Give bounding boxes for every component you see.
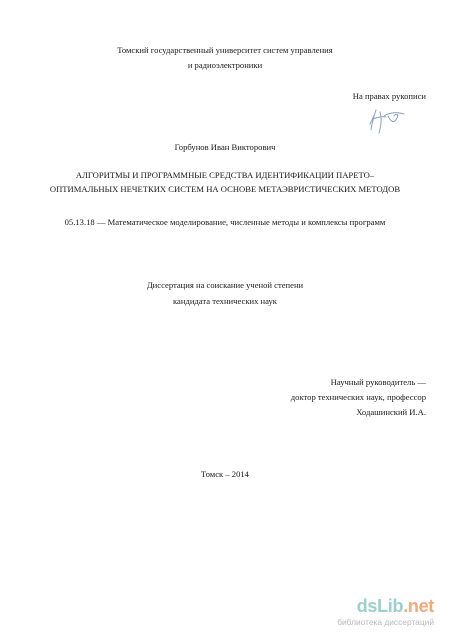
place-and-year: Томск – 2014 — [201, 469, 249, 479]
thesis-title-line-1: АЛГОРИТМЫ И ПРОГРАММНЫЕ СРЕДСТВА ИДЕНТИФИКАЦИИ ПАРЕТО– — [75, 170, 375, 180]
dslib-logo — [357, 596, 434, 616]
institution-line-1: Томский государственный университет систем управления — [117, 45, 333, 55]
handwritten-signature-icon — [364, 104, 408, 138]
dslib-logo-prefix: dsLib — [356, 596, 404, 616]
specialty-code: 05.13.18 — Математическое моделирование, численные методы и комплексы программ — [64, 217, 386, 227]
thesis-title-line-2: ОПТИМАЛЬНЫХ НЕЧЕТКИХ СИСТЕМ НА ОСНОВЕ МЕТАЭВРИСТИЧЕСКИХ МЕТОДОВ — [49, 184, 401, 194]
institution-line-2: и радиоэлектроники — [187, 60, 263, 70]
manuscript-rights-label: На правах рукописи — [352, 91, 426, 101]
supervisor-line-1: Научный руководитель — — [330, 377, 426, 387]
dslib-subtitle: библиотека диссертаций — [337, 617, 434, 627]
dslib-logo-suffix: .net — [403, 596, 434, 616]
supervisor-line-3: Ходашинский И.А. — [356, 407, 426, 417]
supervisor-line-2: доктор технических наук, профессор — [290, 392, 426, 402]
degree-line-2: кандидата технических наук — [172, 296, 277, 306]
degree-line-1: Диссертация на соискание ученой степени — [146, 280, 304, 290]
dslib-watermark — [336, 596, 436, 630]
author-name: Горбунов Иван Викторович — [174, 142, 276, 152]
